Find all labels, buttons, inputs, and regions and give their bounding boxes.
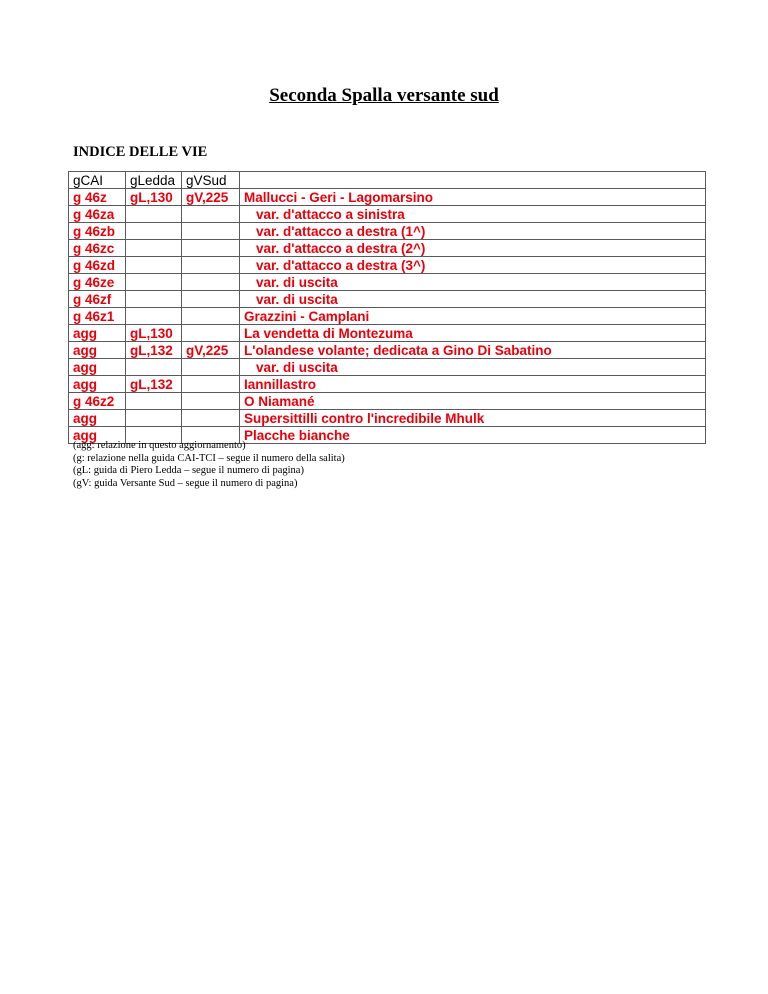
table-row (69, 308, 706, 325)
cell-gledda (126, 223, 182, 240)
cell-gledda (126, 410, 182, 427)
cell-gcai: agg (69, 359, 126, 376)
cell-gledda (126, 257, 182, 274)
cell-gcai: agg (69, 427, 126, 444)
cell-gcai: g 46za (69, 206, 126, 223)
cell-gledda (126, 206, 182, 223)
cell-gledda (126, 359, 182, 376)
cell-route-variant (240, 257, 706, 274)
table-row (69, 206, 706, 223)
table-row (69, 410, 706, 427)
cell-gvsud (182, 410, 240, 427)
table-row (69, 189, 706, 206)
table-row (69, 393, 706, 410)
cell-route-variant (240, 240, 706, 257)
section-title: INDICE DELLE VIE (73, 144, 208, 160)
cell-gvsud (182, 359, 240, 376)
header-gvsud: gVSud (182, 172, 240, 189)
cell-gledda (126, 274, 182, 291)
cell-gledda: gL,130 (126, 325, 182, 342)
cell-gvsud (182, 240, 240, 257)
cell-gvsud (182, 206, 240, 223)
cell-route-name: O Niamané (240, 393, 706, 410)
routes-table-body (69, 172, 706, 444)
cell-route-variant (240, 359, 706, 376)
cell-gledda (126, 308, 182, 325)
table-row (69, 359, 706, 376)
cell-gcai: g 46zb (69, 223, 126, 240)
header-gcai: gCAI (69, 172, 126, 189)
cell-gvsud (182, 257, 240, 274)
cell-route-name: La vendetta di Montezuma (240, 325, 706, 342)
route-variant-label: var. d'attacco a destra (3^) (256, 257, 426, 273)
cell-route-variant (240, 223, 706, 240)
route-variant-label: var. di uscita (256, 274, 338, 290)
cell-gvsud: gV,225 (182, 342, 240, 359)
header-gledda: gLedda (126, 172, 182, 189)
cell-route-name: Supersittilli contro l'incredibile Mhulk (240, 410, 706, 427)
route-variant-label: var. di uscita (256, 291, 338, 307)
cell-gledda: gL,130 (126, 189, 182, 206)
note-g: (g: relazione nella guida CAI-TCI – segue il numero della salita) (73, 452, 345, 464)
cell-gcai: agg (69, 325, 126, 342)
table-row (69, 240, 706, 257)
cell-gledda (126, 240, 182, 257)
cell-gvsud (182, 291, 240, 308)
cell-gcai: agg (69, 342, 126, 359)
cell-gcai: g 46z1 (69, 308, 126, 325)
cell-gcai: g 46zd (69, 257, 126, 274)
routes-index-table (68, 171, 706, 444)
cell-route-name: Placche bianche (240, 427, 706, 444)
route-variant-label: var. d'attacco a destra (2^) (256, 240, 426, 256)
cell-route-variant (240, 291, 706, 308)
cell-gcai: agg (69, 376, 126, 393)
cell-route-variant (240, 206, 706, 223)
cell-gcai: g 46ze (69, 274, 126, 291)
table-row (69, 274, 706, 291)
cell-gvsud (182, 325, 240, 342)
cell-gledda: gL,132 (126, 376, 182, 393)
table-row (69, 223, 706, 240)
cell-route-name: Mallucci - Geri - Lagomarsino (240, 189, 706, 206)
note-gl: (gL: guida di Piero Ledda – segue il numero di pagina) (73, 465, 304, 476)
cell-gledda: gL,132 (126, 342, 182, 359)
header-route (240, 172, 706, 189)
table-row (69, 325, 706, 342)
cell-gcai: agg (69, 410, 126, 427)
table-row (69, 376, 706, 393)
page-title: Seconda Spalla versante sud (269, 85, 499, 106)
table-row (69, 291, 706, 308)
note-gv: (gV: guida Versante Sud – segue il numero di pagina) (73, 477, 298, 489)
route-variant-label: var. di uscita (256, 359, 338, 375)
cell-route-variant (240, 274, 706, 291)
legend-notes (73, 440, 345, 490)
cell-route-name: Grazzini - Camplani (240, 308, 706, 325)
cell-gcai: g 46zf (69, 291, 126, 308)
cell-route-name: Iannillastro (240, 376, 706, 393)
cell-gcai: g 46zc (69, 240, 126, 257)
cell-gledda (126, 393, 182, 410)
cell-route-name: L'olandese volante; dedicata a Gino Di Sabatino (240, 342, 706, 359)
cell-gvsud (182, 223, 240, 240)
cell-gvsud (182, 308, 240, 325)
cell-gcai: g 46z2 (69, 393, 126, 410)
cell-gvsud (182, 376, 240, 393)
table-row (69, 342, 706, 359)
cell-gvsud: gV,225 (182, 189, 240, 206)
note-agg: (agg: relazione in questo aggiornamento) (73, 440, 246, 451)
route-variant-label: var. d'attacco a destra (1^) (256, 223, 426, 239)
cell-gledda (126, 291, 182, 308)
cell-gvsud (182, 393, 240, 410)
route-variant-label: var. d'attacco a sinistra (256, 206, 405, 222)
table-row (69, 257, 706, 274)
table-header-row (69, 172, 706, 189)
cell-gcai: g 46z (69, 189, 126, 206)
cell-gvsud (182, 274, 240, 291)
